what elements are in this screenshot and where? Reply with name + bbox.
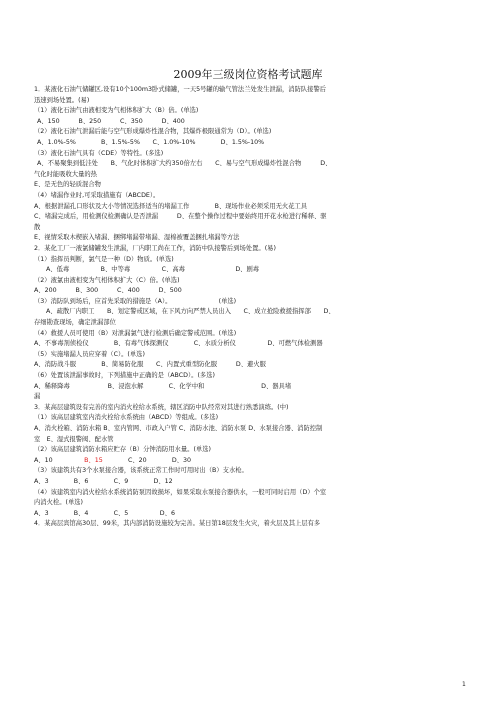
answer-options-highlighted: A、10 B、15 C、20 D、30 — [34, 456, 191, 464]
subquestion: （1）液化石油气由液相变为气相体积扩大（B）倍。(单选) — [34, 107, 199, 115]
answer-options-cont: 漏 — [34, 393, 41, 401]
subquestion: （2）液氯由液相变为气相体积扩大（C）倍。(单选) — [34, 276, 180, 284]
page-title: 2009年三级岗位资格考试题库 — [173, 68, 323, 81]
answer-options: A、低毒 B、中等毒 C、高毒 D、剧毒 — [46, 266, 260, 274]
answer-options: E、是无色的轻质混合物 — [34, 181, 101, 189]
subquestion-cont: 内消火栓。(单选) — [34, 499, 83, 507]
answer-options: A、150 B、250 C、350 D、400 — [37, 117, 185, 125]
answer-options: A、根据泄漏孔口形状及大小等情况选择适当的堵漏工作 B、现场作业必须采用无火花工具 — [34, 202, 308, 210]
subquestion: （3）该建筑共有3个水泵接合器，该系统正常工作时可用时出（B）支水枪。 — [34, 467, 248, 475]
subquestion: （3）消防队到场后，应首先采取的措施是（A）。 (单选) — [34, 297, 237, 305]
answer-options-cont: 室 E、湿式报警阀、配水管 — [34, 435, 114, 443]
answer-options: A、消火栓箱、消防水箱 B、室内管网、市政入户管 C、消防水池、消防水泵 D、水泵接合器、消防控制 — [34, 425, 323, 432]
answer-options: A、消防战斗服 B、简易防化服 C、内置式重型防化服 D、避火服 — [34, 361, 266, 369]
document-body — [34, 85, 464, 530]
answer-options: A、200 B、300 C、400 D、500 — [34, 287, 182, 295]
subquestion: （2）该高层建筑消防水箱应贮存（B）分钟消防用水量。(单选) — [34, 446, 211, 454]
subquestion: （4）该建筑室内消火栓给水系统消防泵因故损坏，如果采取水泵接合器供水，一般可同时启用（D）个室 — [34, 488, 327, 496]
answer-options: A、不易聚集到低洼处 B、气化时体积扩大约350倍左右 C、易与空气形成爆炸性混合物 D、 — [37, 160, 332, 168]
answer-options: A、稀释降毒 B、浸泡水解 C、化学中和 D、器具堵 — [34, 382, 292, 390]
question-4-stem: 4．某高层宾馆高30层、99米，其内部消防设施较为完善。某日第18层发生火灾，着火层及其上层有多 — [34, 520, 321, 528]
question-1-stem: 1．某液化石油气储罐区,设有10个100m3卧式储罐，一天5号罐的输气管法兰处发生泄漏，消防队接警后 — [34, 86, 327, 93]
subquestion: （4）堵漏作业时,可采取措施有（ABCDE）。 — [34, 191, 160, 199]
answer-options: C、堵漏完成后，用检测仪检测确认是否泄漏 D、在整个操作过程中要始终用开花水枪进行稀释、驱 — [34, 213, 327, 221]
subquestion: （4）救援人员可使用（B）对泄漏氯气进行检测后确定警戒范围。(单选) — [34, 329, 237, 337]
subquestion: （1）指挥员判断，氯气是一种（D）物质。(单选) — [34, 255, 174, 263]
answer-options: A、3 B、6 C、9 D、12 — [34, 477, 173, 485]
subquestion: （2）液化石油气泄漏后能与空气形成爆炸性混合物，其爆炸极限通常为（D）。(单选) — [34, 128, 272, 136]
subquestion: （3）液化石油气具有（CDE）等特性。(多选) — [34, 149, 164, 157]
answer-options: A、3 B、4 C、5 D、6 — [34, 509, 175, 517]
question-1-stem-cont: 迅速到场处置。(易) — [34, 96, 90, 104]
subquestion: （5）实施堵漏人员应穿着（C）。(单选) — [34, 350, 145, 358]
page-number: 1 — [462, 681, 466, 688]
answer-options: E、视情采取木楔嵌入堵漏、捆绑堵漏带堵漏、湿棉被覆盖捆扎堵漏等方法 — [34, 234, 240, 242]
highlighted-option: B、15 — [84, 456, 103, 464]
answer-options-cont: 散 — [34, 223, 41, 231]
subquestion: （1）该高层建筑室内消火栓给水系统由（ABCD）等组成。(多选) — [34, 414, 219, 422]
question-3-stem: 3．某高层建筑设有完善的室内消火栓给水系统，辖区消防中队经常对其进行熟悉演练。(中) — [34, 403, 289, 411]
subquestion: （6）处置该泄漏事故时，下列措施中正确的是（ABCD）。(多选) — [34, 372, 215, 380]
answer-options: A、1.0%-5% B、1.5%-5% C、1.0%-10% D、1.5%-10% — [37, 138, 265, 146]
question-2-stem: 2．某化工厂一液氯储罐发生泄漏，厂内职工尚在工作，消防中队接警后到场处置。(易) — [34, 244, 276, 252]
answer-options-cont: 气化时能吸收大量的热 — [34, 170, 97, 178]
answer-options-cont: 存细勘查现场，确定泄漏部位 — [34, 319, 116, 327]
answer-options: A、疏散厂内职工 B、划定警戒区域，在下风方向严禁人员出入 C、成立抢险救援指挥部 D、 — [46, 308, 335, 316]
answer-options: A、不事毒剂侦检仪 B、有毒气体探测仪 C、水质分析仪 D、可燃气体检测器 — [34, 340, 323, 348]
